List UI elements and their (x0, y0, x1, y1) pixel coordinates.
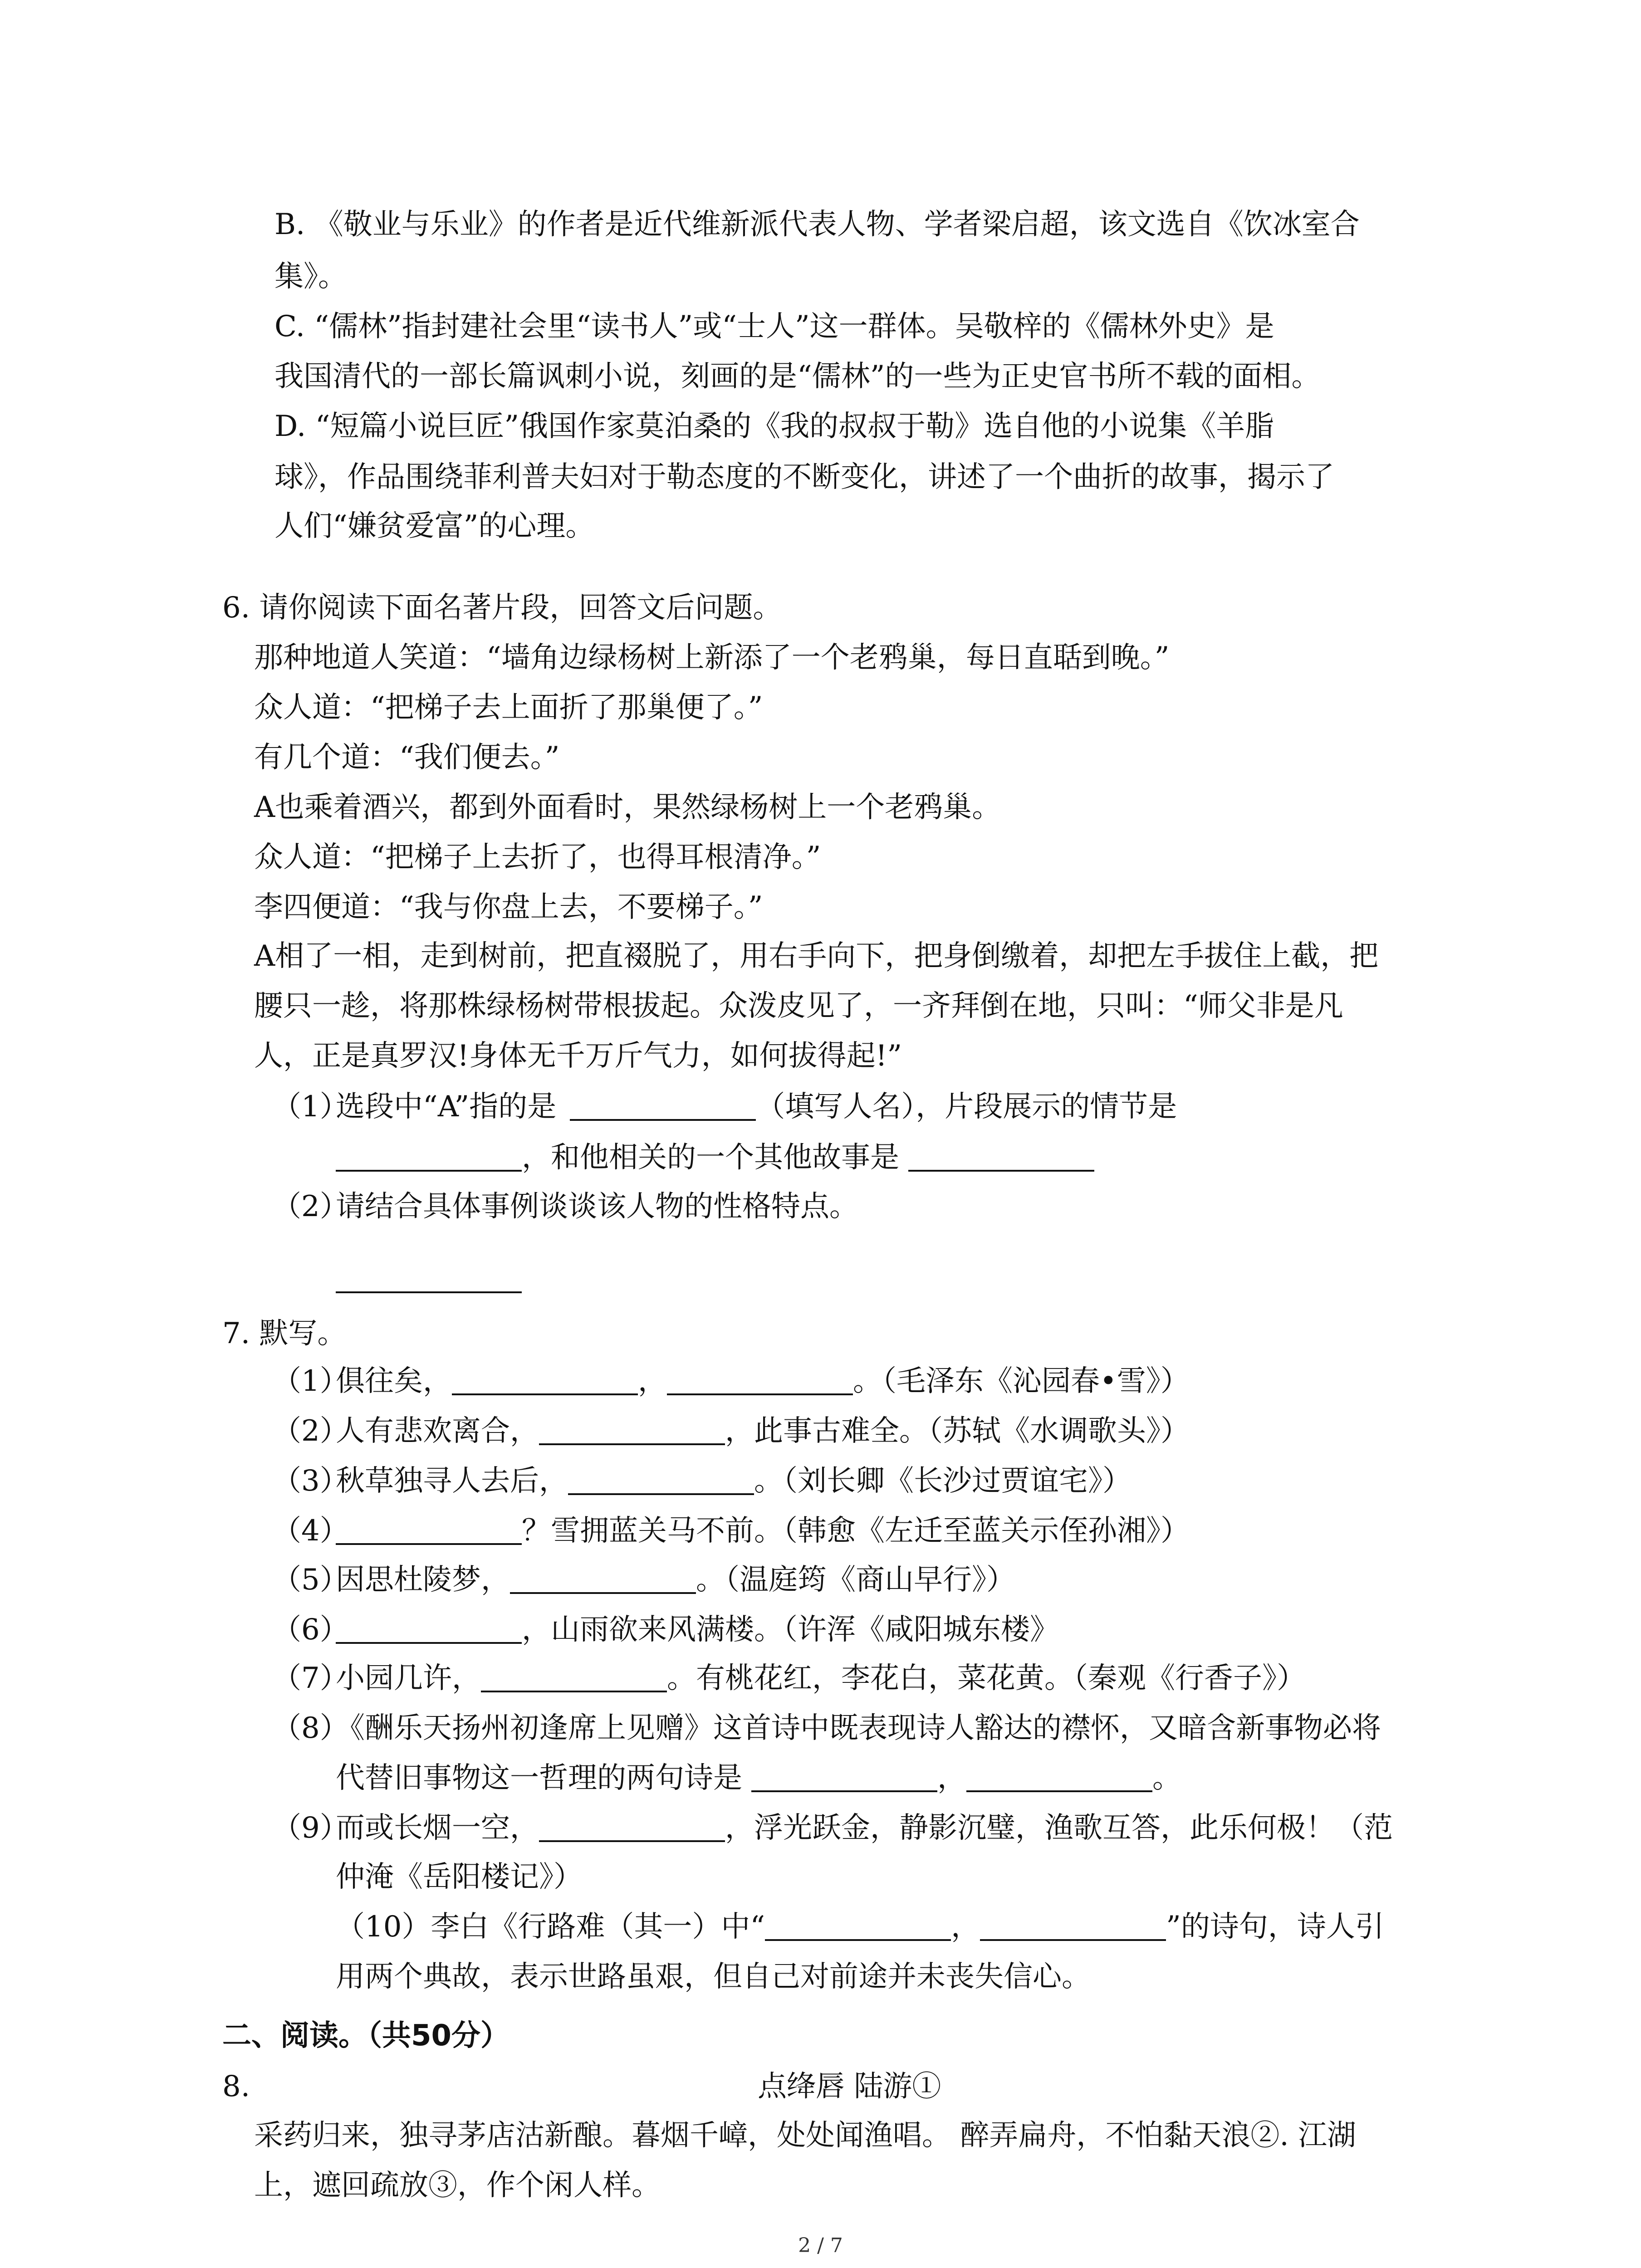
q5-option-d-line2: 球》，作品围绕菲利普夫妇对于勒态度的不断变化，讲述了一个曲折的故事，揭示了 (274, 460, 1334, 494)
q8-poem-line2: 上，遮回疏放③，作个闲人样。 (254, 2169, 661, 2202)
q5-option-c-line2: 我国清代的一部长篇讽刺小说，刻画的是“儒林”的一些为正史官书所不载的面相。 (274, 360, 1321, 393)
q7-item8-number: （8） (272, 1711, 349, 1745)
q7-item10-line1 (336, 1909, 1384, 1945)
q6-passage-line1: 那种地道人笑道：“墙角边绿杨树上新添了一个老鸦巢，每日直聒到晚。” (254, 641, 1170, 675)
q7-item5 (336, 1562, 1015, 1598)
q5-option-c-line1: C. “儒林”指封建社会里“读书人”或“士人”这一群体。吴敬梓的《儒林外史》是 (274, 310, 1274, 343)
q6-passage-line3: 有几个道：“我们便去。” (254, 741, 560, 774)
section2-heading: 二、阅读。（共50分） (222, 2019, 510, 2053)
q7-blank-1b[interactable] (667, 1364, 853, 1395)
q5-option-b-line1: B. 《敬业与乐业》的作者是近代维新派代表人物、学者梁启超，该文选自《饮冰室合 (274, 208, 1360, 241)
q7-item10-line2: 用两个典故，表示世路虽艰，但自己对前途并未丧失信心。 (336, 1960, 1091, 1994)
q7-item2 (336, 1413, 1190, 1449)
q5-option-d-line3: 人们“嫌贫爱富”的心理。 (274, 509, 595, 543)
q6-passage-line6: 李四便道：“我与你盘上去，不要梯子。” (254, 890, 763, 924)
q7-item3-prefix: 秋草独寻人去后， (336, 1464, 568, 1498)
q7-blank-5[interactable] (510, 1563, 696, 1594)
q6-answer-blank-story[interactable] (908, 1141, 1094, 1172)
q6-sub1-text-a: 选段中“A”指的是 (336, 1090, 557, 1124)
q6-passage-line5: 众人道：“把梯子上去折了，也得耳根清净。” (254, 841, 821, 874)
q7-item5-number: （5） (272, 1563, 349, 1597)
q7-item1-comma: ， (638, 1364, 667, 1398)
q7-item8-comma: ， (937, 1761, 966, 1795)
q6-sub1-text-c: ，和他相关的一个其他故事是 (522, 1141, 899, 1174)
q7-item2-source: ，此事古难全。（苏轼《水调歌头》） (725, 1414, 1190, 1448)
q6-passage-line9: 人，正是真罗汉!身体无千万斤气力，如何拔得起!” (254, 1039, 902, 1073)
q7-item10-suffix: ”的诗句，诗人引 (1166, 1910, 1384, 1944)
q5-option-b-line2: 集》。 (274, 260, 347, 293)
q7-blank-10b[interactable] (980, 1910, 1166, 1941)
q6-answer-blank-plot[interactable] (336, 1141, 522, 1172)
q6-answer-blank-name[interactable] (570, 1090, 756, 1121)
q6-title: 6. 请你阅读下面名著片段，回答文后问题。 (222, 591, 782, 625)
q7-item4-number: （4） (272, 1514, 349, 1548)
q7-item7-source: 。有桃花红，李花白，菜花黄。（秦观《行香子》） (667, 1662, 1306, 1695)
q7-item3-number: （3） (272, 1464, 349, 1498)
q6-sub2-text: 请结合具体事例谈谈该人物的性格特点。 (336, 1190, 858, 1223)
q7-item1-prefix: 俱往矣， (336, 1364, 452, 1398)
q6-passage-line7: A相了一相，走到树前，把直裰脱了，用右手向下，把身倒缴着，却把左手拔住上截，把 (254, 939, 1379, 973)
page-number: 2 / 7 (798, 2234, 843, 2257)
q6-passage-line8: 腰只一趁，将那株绿杨树带根拔起。众泼皮见了，一齐拜倒在地，只叫：“师父非是凡 (254, 989, 1343, 1023)
q7-blank-6[interactable] (336, 1613, 522, 1644)
q7-item7 (336, 1660, 1306, 1696)
q7-blank-4[interactable] (336, 1514, 522, 1545)
q7-blank-8a[interactable] (751, 1761, 937, 1792)
q6-sub2-number: （2） (272, 1190, 349, 1223)
q7-blank-1a[interactable] (452, 1364, 638, 1395)
q7-item9-prefix: 而或长烟一空， (336, 1811, 539, 1845)
q7-item2-number: （2） (272, 1414, 349, 1448)
q7-blank-2[interactable] (539, 1414, 725, 1445)
q8-poem-title: 点绛唇 陆游① (758, 2070, 941, 2103)
q8-number: 8. (222, 2070, 250, 2103)
q7-item1 (336, 1363, 1190, 1399)
q7-item7-number: （7） (272, 1662, 349, 1695)
q6-sub1-line1 (336, 1089, 1177, 1125)
q6-passage-line2: 众人道：“把梯子去上面折了那巢便了。” (254, 691, 763, 724)
q7-item6 (336, 1612, 1059, 1648)
q7-item9-line2: 仲淹《岳阳楼记》） (336, 1860, 583, 1894)
q7-item8-line1: 《酬乐天扬州初逢席上见赠》这首诗中既表现诗人豁达的襟怀，又暗含新事物必将 (336, 1711, 1381, 1745)
q7-blank-8b[interactable] (966, 1761, 1152, 1792)
q6-passage-line4: A也乘着酒兴，都到外面看时，果然绿杨树上一个老鸦巢。 (254, 791, 1001, 824)
q7-item7-prefix: 小园几许， (336, 1662, 481, 1695)
q7-item4 (336, 1513, 1190, 1549)
q7-item8-period: 。 (1152, 1761, 1181, 1795)
q6-sub1-text-b: （填写人名），片段展示的情节是 (756, 1090, 1177, 1124)
q8-poem-line1: 采药归来，独寻茅店沽新酿。暮烟千嶂，处处闻渔唱。 醉弄扁舟，不怕黏天浪②. 江湖 (254, 2119, 1357, 2152)
q6-sub1-line2 (336, 1139, 1094, 1176)
q7-item2-prefix: 人有悲欢离合， (336, 1414, 539, 1448)
q5-option-d-line1: D. “短篇小说巨匠”俄国作家莫泊桑的《我的叔叔于勒》选自他的小说集《羊脂 (274, 410, 1274, 443)
q6-answer-blank-character[interactable] (336, 1262, 522, 1293)
q7-blank-3[interactable] (568, 1464, 754, 1495)
q6-sub2-line (336, 1261, 522, 1297)
q7-blank-7[interactable] (481, 1662, 667, 1692)
q7-item6-number: （6） (272, 1613, 349, 1647)
q7-item3 (336, 1463, 1132, 1499)
q7-item5-prefix: 因思杜陵梦， (336, 1563, 510, 1597)
q7-title: 7. 默写。 (222, 1317, 347, 1350)
q7-item1-source: 。（毛泽东《沁园春•雪》） (853, 1364, 1190, 1398)
q7-item8-prompt: 代替旧事物这一哲理的两句诗是 (336, 1761, 742, 1795)
q7-item9-number: （9） (272, 1811, 349, 1845)
q7-item9-line1 (336, 1810, 1393, 1846)
q7-item10-comma: ， (951, 1910, 980, 1944)
q7-item3-source: 。（刘长卿《长沙过贾谊宅》） (754, 1464, 1132, 1498)
q7-item9-suffix: ，浮光跃金，静影沉璧，渔歌互答，此乐何极！（范 (725, 1811, 1393, 1845)
q7-item5-source: 。（温庭筠《商山早行》） (696, 1563, 1015, 1597)
q7-item4-source: ？雪拥蓝关马不前。（韩愈《左迁至蓝关示侄孙湘》） (522, 1514, 1190, 1548)
q7-item1-number: （1） (272, 1364, 349, 1398)
q7-blank-10a[interactable] (765, 1910, 951, 1941)
q7-item10-prefix: （10）李白《行路难（其一）中“ (336, 1910, 765, 1944)
q7-item6-source: ，山雨欲来风满楼。（许浑《咸阳城东楼》 (522, 1613, 1059, 1647)
q6-sub1-number: （1） (272, 1090, 349, 1124)
q7-item8-line2 (336, 1760, 1181, 1796)
q7-blank-9[interactable] (539, 1811, 725, 1842)
